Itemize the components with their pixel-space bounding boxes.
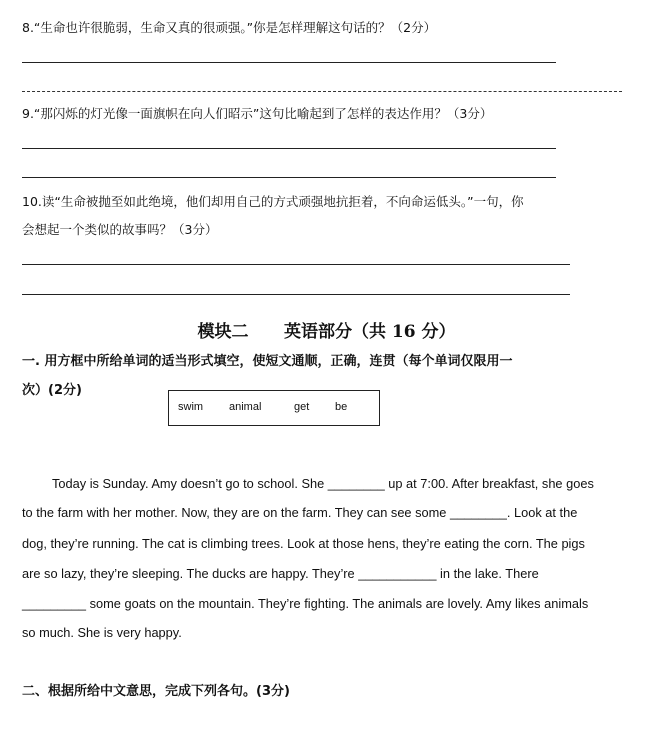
word-box bbox=[168, 390, 380, 426]
part-1-instruction-line-1: 一. 用方框中所给单词的适当形式填空，使短文通顺，正确，连贯（每个单词仅限用一 bbox=[22, 354, 513, 369]
part-2-instruction: 二、根据所给中文意思，完成下列各句。(3分) bbox=[22, 684, 290, 699]
answer-line-q10-2 bbox=[22, 294, 570, 295]
question-10-line-1: 10.读“生命被抛至如此绝境，他们却用自己的方式顽强地抗拒着，不向命运低头。”一句，你 bbox=[22, 194, 524, 209]
word-be: be bbox=[335, 401, 348, 413]
answer-line-q10-1 bbox=[22, 264, 570, 265]
part-1-instruction-line-2: 次）(2分) bbox=[22, 383, 82, 398]
passage-line-1: Today is Sunday. Amy doesn’t go to school. She ________ up at 7:00. After breakfast, she goes bbox=[52, 476, 594, 491]
question-8: 8.“生命也许很脆弱，生命又真的很顽强。”你是怎样理解这句话的？（2分） bbox=[22, 20, 437, 35]
word-get: get bbox=[294, 401, 310, 413]
question-9: 9.“那闪烁的灯光像一面旗帜在向人们昭示”这句比喻起到了怎样的表达作用？（3分） bbox=[22, 106, 493, 121]
answer-line-q8-1 bbox=[22, 62, 556, 63]
passage-line-6: so much. She is very happy. bbox=[22, 625, 182, 640]
question-10-line-2: 会想起一个类似的故事吗？（3分） bbox=[22, 222, 218, 237]
word-swim: swim bbox=[178, 401, 204, 413]
answer-line-q9-1 bbox=[22, 148, 556, 149]
module-title: 模块二 英语部分（共 16 分） bbox=[197, 322, 456, 342]
passage-line-2: to the farm with her mother. Now, they are on the farm. They can see some ________. Look at the bbox=[22, 505, 578, 520]
passage-line-3: dog, they’re running. The cat is climbing trees. Look at those hens, they’re eating the corn. The pigs bbox=[22, 536, 585, 551]
passage-line-4: are so lazy, they’re sleeping. The ducks are happy. They’re ___________ in the lake. There bbox=[22, 566, 539, 581]
answer-line-q8-2 bbox=[22, 91, 622, 92]
passage-line-5: _________ some goats on the mountain. They’re fighting. The animals are lovely. Amy likes animals bbox=[22, 596, 589, 611]
answer-line-q9-2 bbox=[22, 177, 556, 178]
word-animal: animal bbox=[229, 401, 262, 413]
